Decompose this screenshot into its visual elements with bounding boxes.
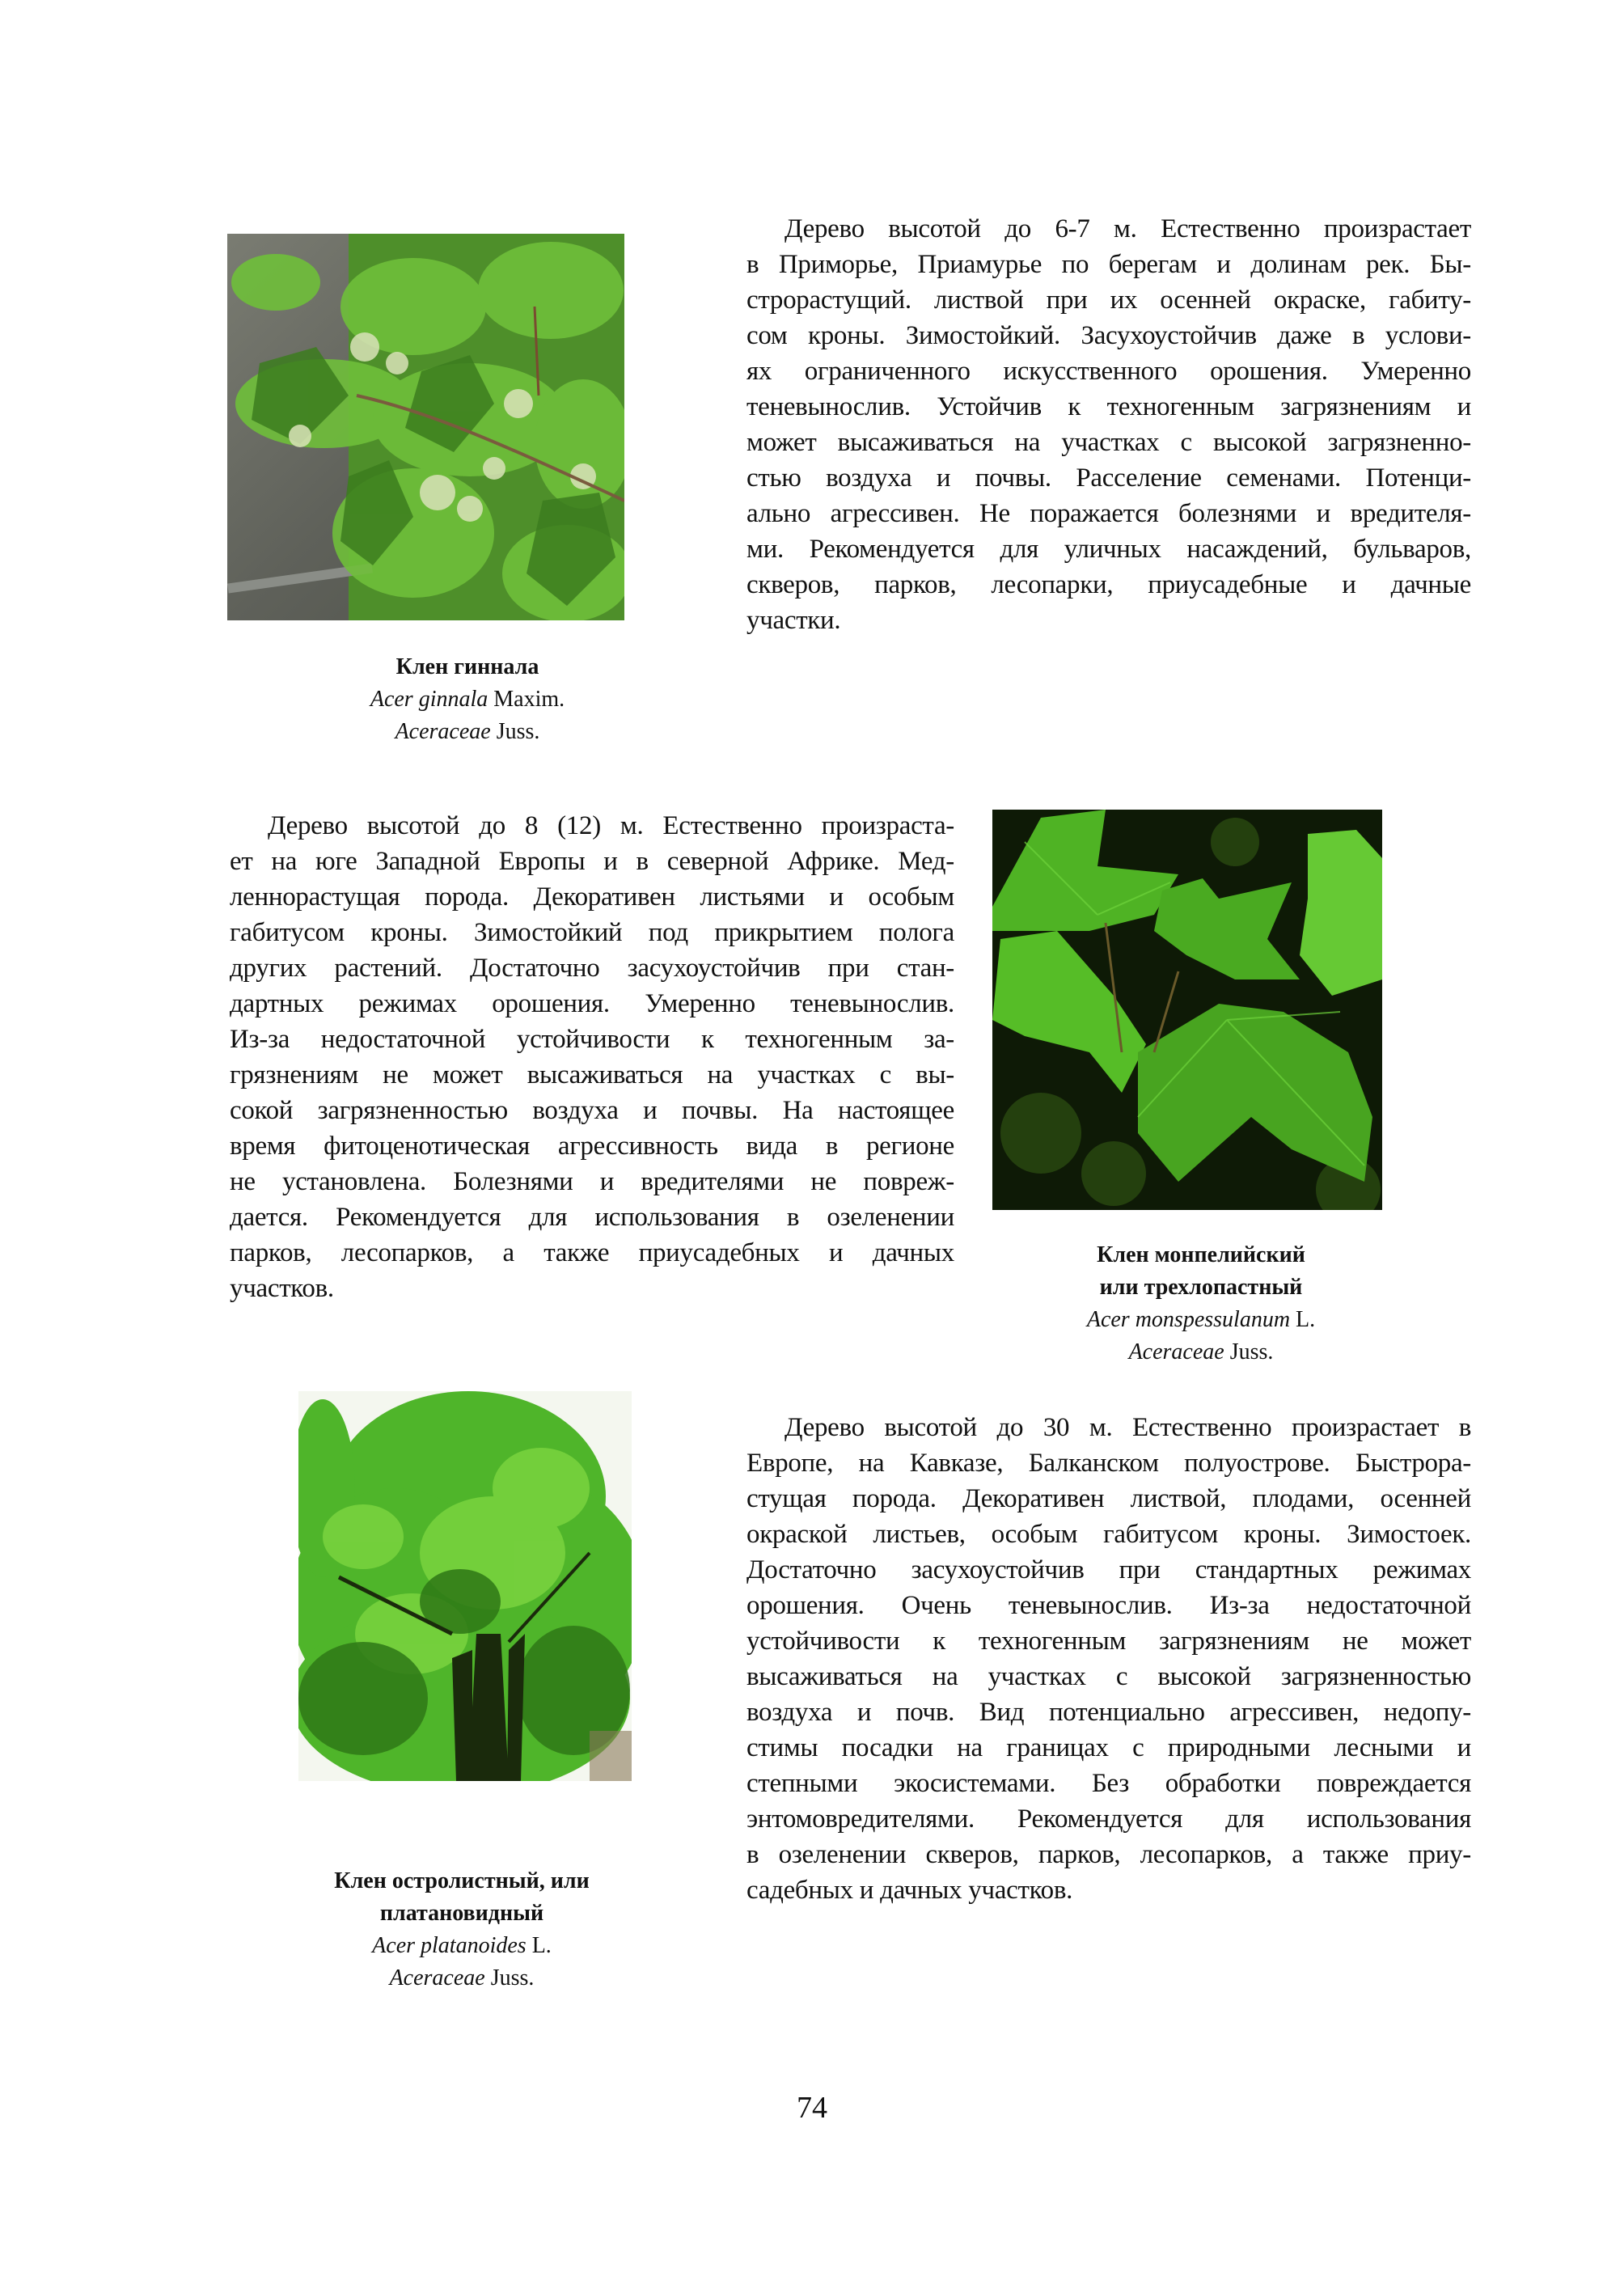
text-line: сокой загрязненностью воздуха и почвы. На настоящее — [230, 1096, 954, 1125]
description-acer-ginnala — [746, 211, 1471, 638]
text-line: ми. Рекомендуется для уличных насаждений, бульваров, — [746, 535, 1471, 564]
text-line: энтомовредителями. Рекомендуется для использования — [746, 1804, 1471, 1834]
common-name: Клен остролистный, или — [334, 1868, 590, 1893]
maple-branch-photo-icon — [227, 234, 624, 620]
latin-name: Acer platanoides — [372, 1933, 527, 1958]
text-line: орошения. Очень теневынослив. Из-за недостаточной — [746, 1591, 1471, 1620]
family-latin: Aceraceae — [1128, 1339, 1224, 1364]
text-line: Дерево высотой до 30 м. Естественно произрастает в — [785, 1413, 1471, 1442]
caption-acer-ginnala — [225, 651, 710, 748]
photo-acer-ginnala — [227, 234, 624, 620]
text-line: участки. — [746, 606, 841, 635]
text-line: габитусом кроны. Зимостойкий под прикрытием полога — [230, 918, 954, 947]
page-number: 74 — [797, 2091, 827, 2125]
text-line: Дерево высотой до 6-7 м. Естественно произрастает — [785, 214, 1471, 243]
latin-author: Maxim. — [493, 687, 565, 712]
text-line: других растений. Достаточно засухоустойчив при стан- — [230, 954, 954, 983]
family-name — [958, 1336, 1444, 1369]
family-name — [225, 716, 710, 748]
family-author: Juss. — [496, 719, 540, 744]
maple-leaves-photo-icon — [992, 810, 1382, 1210]
text-line: строрастущий. листвой при их осенней окраске, габиту- — [746, 286, 1471, 315]
text-line: стущая порода. Декоративен листвой, плодами, осенней — [746, 1484, 1471, 1513]
text-line: парков, лесопарков, а также приусадебных и дачных — [230, 1238, 954, 1267]
text-line: воздуха и почв. Вид потенциально агрессивен, недопу- — [746, 1698, 1471, 1727]
scientific-name — [219, 1930, 704, 1962]
text-line: окраской листьев, особым габитусом кроны. Зимостоек. — [746, 1520, 1471, 1549]
text-line: леннорастущая порода. Декоративен листьями и особым — [230, 882, 954, 912]
text-line: стимы посадки на границах с природными лесными и — [746, 1733, 1471, 1762]
text-line: дается. Рекомендуется для использования в озеленении — [230, 1203, 954, 1232]
common-name: Клен гиннала — [395, 654, 539, 679]
text-line: Европе, на Кавказе, Балканском полуострове. Быстрора- — [746, 1449, 1471, 1478]
scientific-name — [958, 1304, 1444, 1336]
text-line: стью воздуха и почвы. Расселение семенами. Потенци- — [746, 463, 1471, 493]
common-name-alt: платановидный — [379, 1901, 544, 1926]
caption-acer-monspessulanum — [958, 1239, 1444, 1369]
text-line: может высаживаться на участках с высокой загрязненно- — [746, 428, 1471, 457]
text-line: высаживаться на участках с высокой загрязненностью — [746, 1662, 1471, 1691]
common-name-alt: или трехлопастный — [1099, 1275, 1303, 1300]
latin-name: Acer ginnala — [370, 687, 488, 712]
text-line: не установлена. Болезнями и вредителями не повреж- — [230, 1167, 954, 1196]
text-line: дартных режимах орошения. Умеренно теневынослив. — [230, 989, 954, 1018]
text-line: ях ограниченного искусственного орошения. Умеренно — [746, 357, 1471, 386]
text-line: устойчивости к техногенным загрязнениям не может — [746, 1627, 1471, 1656]
family-author: Juss. — [490, 1965, 535, 1991]
common-name: Клен монпелийский — [1097, 1242, 1305, 1267]
text-line: ет на юге Западной Европы и в северной Африке. Мед- — [230, 847, 954, 876]
text-line: время фитоценотическая агрессивность вида в регионе — [230, 1132, 954, 1161]
text-line: грязнениям не может высаживаться на участках с вы- — [230, 1060, 954, 1089]
description-acer-monspessulanum — [230, 808, 954, 1306]
family-latin: Aceraceae — [395, 719, 491, 744]
family-name — [219, 1962, 704, 1995]
text-line: сом кроны. Зимостойкий. Засухоустойчив даже в услови- — [746, 321, 1471, 350]
text-line: участков. — [230, 1274, 334, 1303]
photo-acer-monspessulanum — [992, 810, 1382, 1210]
family-latin: Aceraceae — [389, 1965, 485, 1991]
photo-acer-platanoides — [298, 1391, 632, 1781]
family-author: Juss. — [1229, 1339, 1274, 1364]
caption-acer-platanoides — [219, 1865, 704, 1995]
text-line: степными экосистемами. Без обработки повреждается — [746, 1769, 1471, 1798]
latin-author: L. — [531, 1933, 552, 1958]
text-line: теневынослив. Устойчив к техногенным загрязнениям и — [746, 392, 1471, 421]
text-line: Достаточно засухоустойчив при стандартных режимах — [746, 1555, 1471, 1584]
latin-author: L. — [1296, 1307, 1316, 1332]
text-line: в Приморье, Приамурье по берегам и долинам рек. Бы- — [746, 250, 1471, 279]
scientific-name — [225, 683, 710, 716]
text-line: ально агрессивен. Не поражается болезнями и вредителя- — [746, 499, 1471, 528]
latin-name: Acer monspessulanum — [1086, 1307, 1291, 1332]
text-line: Дерево высотой до 8 (12) м. Естественно произраста- — [268, 811, 954, 840]
text-line: в озеленении скверов, парков, лесопарков, а также приу- — [746, 1840, 1471, 1869]
description-acer-platanoides — [746, 1410, 1471, 1908]
text-line: скверов, парков, лесопарки, приусадебные и дачные — [746, 570, 1471, 599]
text-line: Из-за недостаточной устойчивости к техногенным за- — [230, 1025, 954, 1054]
text-line: садебных и дачных участков. — [746, 1876, 1073, 1905]
maple-tree-photo-icon — [298, 1391, 632, 1781]
